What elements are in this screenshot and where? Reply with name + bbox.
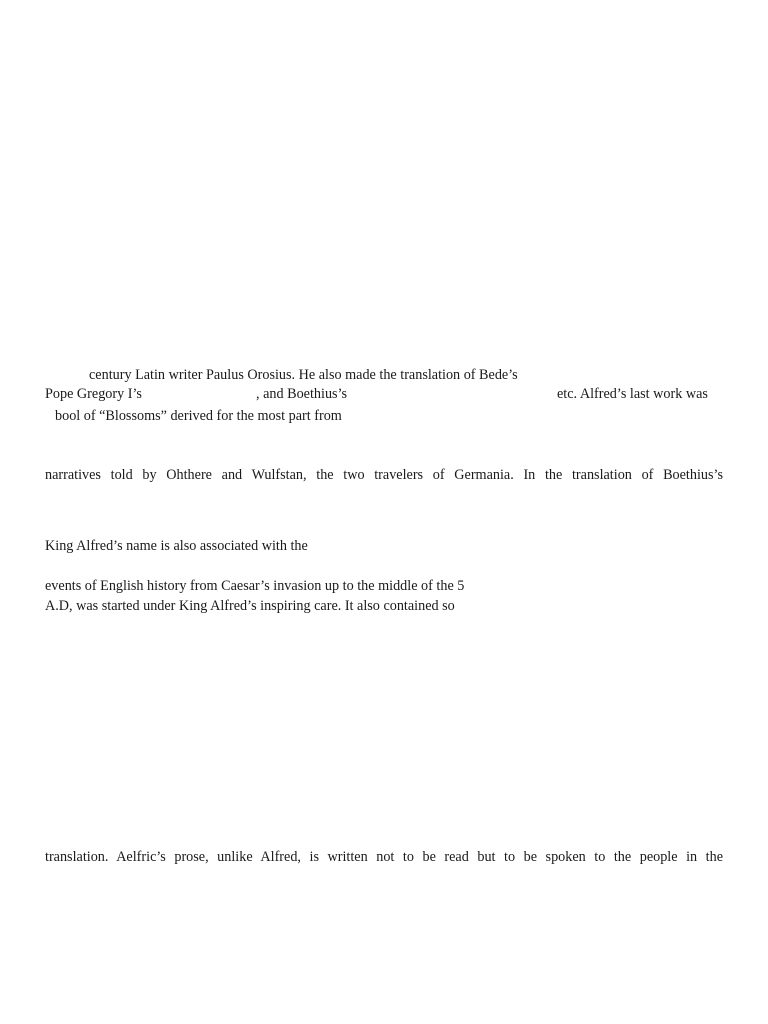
text-line-last-work: etc. Alfred’s last work was bbox=[557, 386, 708, 402]
text-line-caesar-invasion: events of English history from Caesar’s invasion up to the middle of the 5 bbox=[45, 578, 465, 594]
text-line-inspiring-care: A.D, was started under King Alfred’s inspiring care. It also contained so bbox=[45, 598, 455, 614]
text-line-orosius: century Latin writer Paulus Orosius. He also made the translation of Bede’s bbox=[89, 367, 518, 383]
text-line-aelfric-prose: translation. Aelfric’s prose, unlike Alfred, is written not to be read but to be spoken to the people in the bbox=[45, 849, 723, 865]
text-line-ohthere-wulfstan: narratives told by Ohthere and Wulfstan, the two travelers of Germania. In the translation of Boethius’s bbox=[45, 467, 723, 483]
text-line-king-alfred-name: King Alfred’s name is also associated with the bbox=[45, 538, 308, 554]
text-line-boethius: , and Boethius’s bbox=[256, 386, 348, 402]
text-line-blossoms: bool of “Blossoms” derived for the most part from bbox=[55, 408, 342, 424]
text-line-gregory: Pope Gregory I’s bbox=[45, 386, 142, 402]
